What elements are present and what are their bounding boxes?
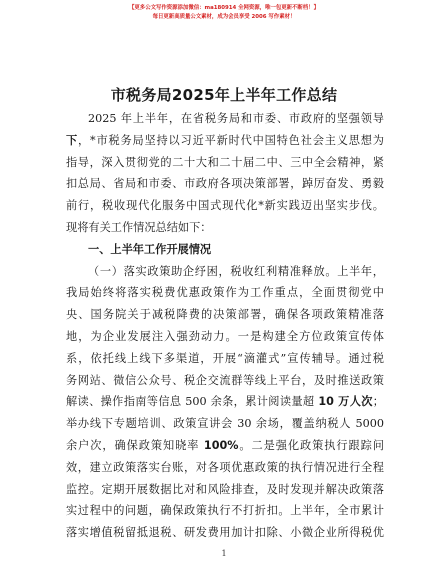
paragraph-line: 央、国务院关于减税降费的决策部署，确保各项政策精准落	[66, 308, 384, 322]
promo-banner-line-1: 【更多公文写作资源添加微信：ma180914 全网资源，唯一包更新不断档！】	[129, 5, 319, 11]
emphasis-coverage: 5000	[355, 417, 384, 431]
paragraph-line: 现将有关工作情况总结如下：	[66, 220, 212, 234]
emphasis-reads: 10 万人次	[318, 395, 373, 409]
paragraph-line: 举办线下专题培训、政策宣讲会 30 余场，覆盖纳税人 5000	[66, 417, 384, 431]
paragraph-line: 效，建立政策落实台账，对各项优惠政策的执行情况进行全程	[66, 460, 384, 474]
paragraph-line: 系，依托线上线下多渠道，开展“滴灌式”宣传辅导。通过税	[66, 351, 384, 365]
paragraph-line: 前行，税收现代化服务中国式现代化*新实践迈出坚实步伐。	[66, 199, 384, 213]
paragraph-line: 地，为企业发展注入强劲动力。一是构建全方位政策宣传体	[66, 329, 384, 343]
promo-banner	[0, 4, 448, 22]
document-body	[66, 108, 384, 544]
paragraph-line: 解读、操作指南等信息 500 余条，累计阅读量超 10 万人次；	[66, 395, 384, 409]
paragraph-line: （一）落实政策助企纾困，税收红利精准释放。上半年，	[88, 264, 384, 278]
paragraph-line: 2025 年上半年，在省税务局和市委、市政府的坚强领导	[88, 112, 384, 125]
paragraph-line: 务网站、微信公众号、税企交流群等线上平台，及时推送政策	[66, 373, 384, 387]
document-title: 市税务局2025年上半年工作总结	[110, 86, 338, 104]
paragraph-line: 下，*市税务局坚持以习近平新时代中国特色社会主义思想为	[66, 133, 384, 147]
page-number: 1	[221, 549, 227, 558]
paragraph-line: 监控。定期开展数据比对和风险排查，及时发现并解决政策落	[66, 482, 384, 496]
promo-banner-line-2: 每日更新高质量公文素材，成为会员享受 2006 写作素材！	[152, 14, 296, 20]
paragraph-line: 扣总局、省局和市委、市政府各项决策部署，踔厉奋发、勇毅	[66, 177, 384, 191]
emphasis-rate: 100%	[203, 438, 239, 452]
paragraph-line: 落实增值税留抵退税、研发费用加计扣除、小微企业所得税优	[66, 526, 384, 540]
paragraph-line: 余户次，确保政策知晓率 100%。二是强化政策执行跟踪问	[66, 438, 384, 452]
paragraph-line: 实过程中的问题，确保政策执行不打折扣。上半年，全市累计	[66, 504, 384, 518]
paragraph-line: 指导，深入贯彻党的二十大和二十届二中、三中全会精神，紧	[66, 155, 384, 169]
paragraph-line: 我局始终将落实税费优惠政策作为工作重点，全面贯彻党中	[66, 286, 384, 300]
section-heading: 一、上半年工作开展情况	[88, 242, 212, 256]
